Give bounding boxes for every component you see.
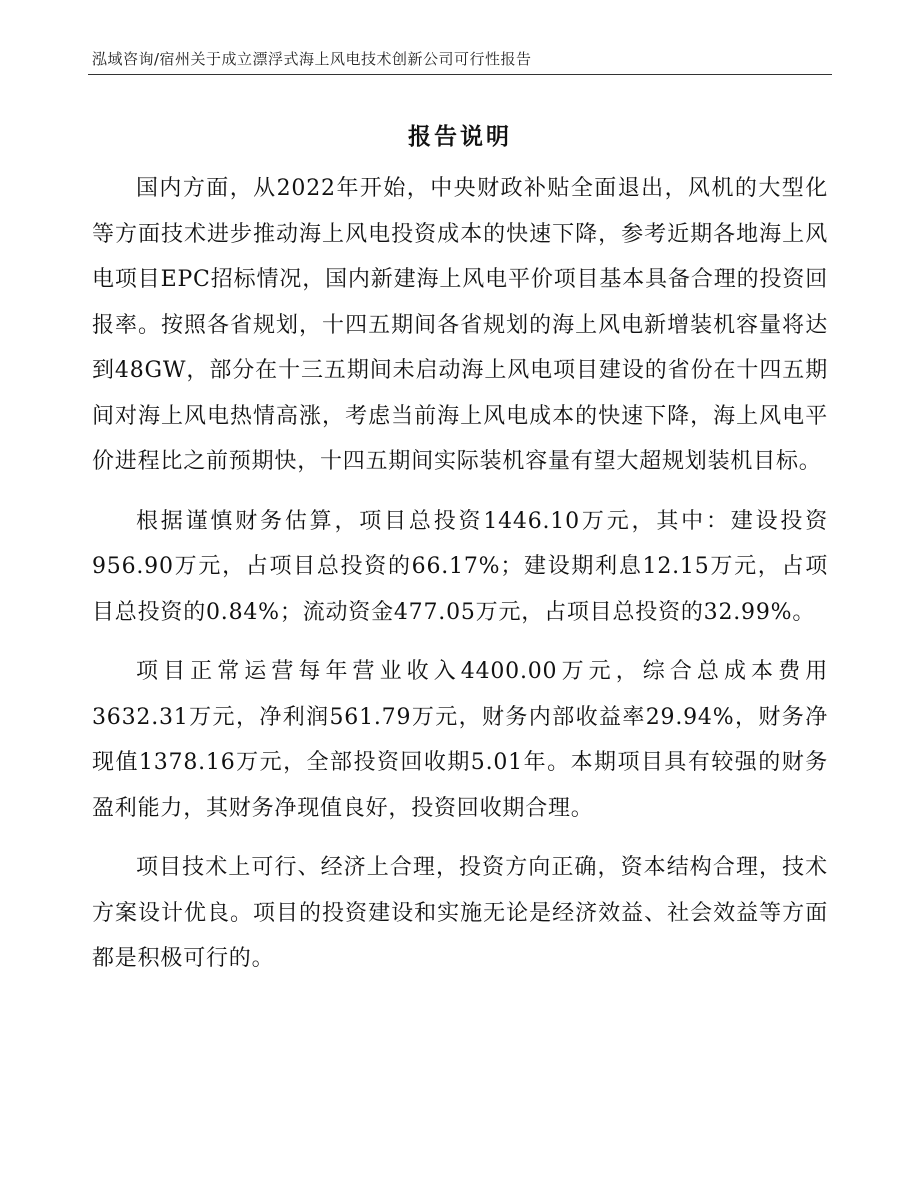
paragraph-conclusion: 项目技术上可行、经济上合理，投资方向正确，资本结构合理，技术方案设计优良。项目的投资建设和实施无论是经济效益、社会效益等方面都是积极可行的。 <box>92 855 828 971</box>
paragraph-financial-performance: 项目正常运营每年营业收入4400.00万元，综合总成本费用3632.31万元，净利润561.79万元，财务内部收益率29.94%，财务净现值1378.16万元，全部投资回收期5.01年。本期项目具有较强的财务盈利能力，其财务净现值良好，投资回收期合理。 <box>92 659 828 821</box>
paragraph-investment-estimate: 根据谨慎财务估算，项目总投资1446.10万元，其中：建设投资956.90万元，占项目总投资的66.17%；建设期利息12.15万元，占项目总投资的0.84%；流动资金477.05万元，占项目总投资的32.99%。 <box>92 508 828 625</box>
page-title: 报告说明 <box>408 124 512 150</box>
report-body <box>92 166 828 996</box>
paragraph-market-background: 国内方面，从2022年开始，中央财政补贴全面退出，风机的大型化等方面技术进步推动海上风电投资成本的快速下降，参考近期各地海上风电项目EPC招标情况，国内新建海上风电平价项目基本具备合理的投资回报率。按照各省规划，十四五期间各省规划的海上风电新增装机容量将达到48GW，部分在十三五期间未启动海上风电项目建设的省份在十四五期间对海上风电热情高涨，考虑当前海上风电成本的快速下降，海上风电平价进程比之前预期快，十四五期间实际装机容量有望大超规划装机目标。 <box>92 176 828 474</box>
running-header: 泓域咨询/宿州关于成立漂浮式海上风电技术创新公司可行性报告 <box>92 50 532 68</box>
header-divider <box>88 74 832 75</box>
